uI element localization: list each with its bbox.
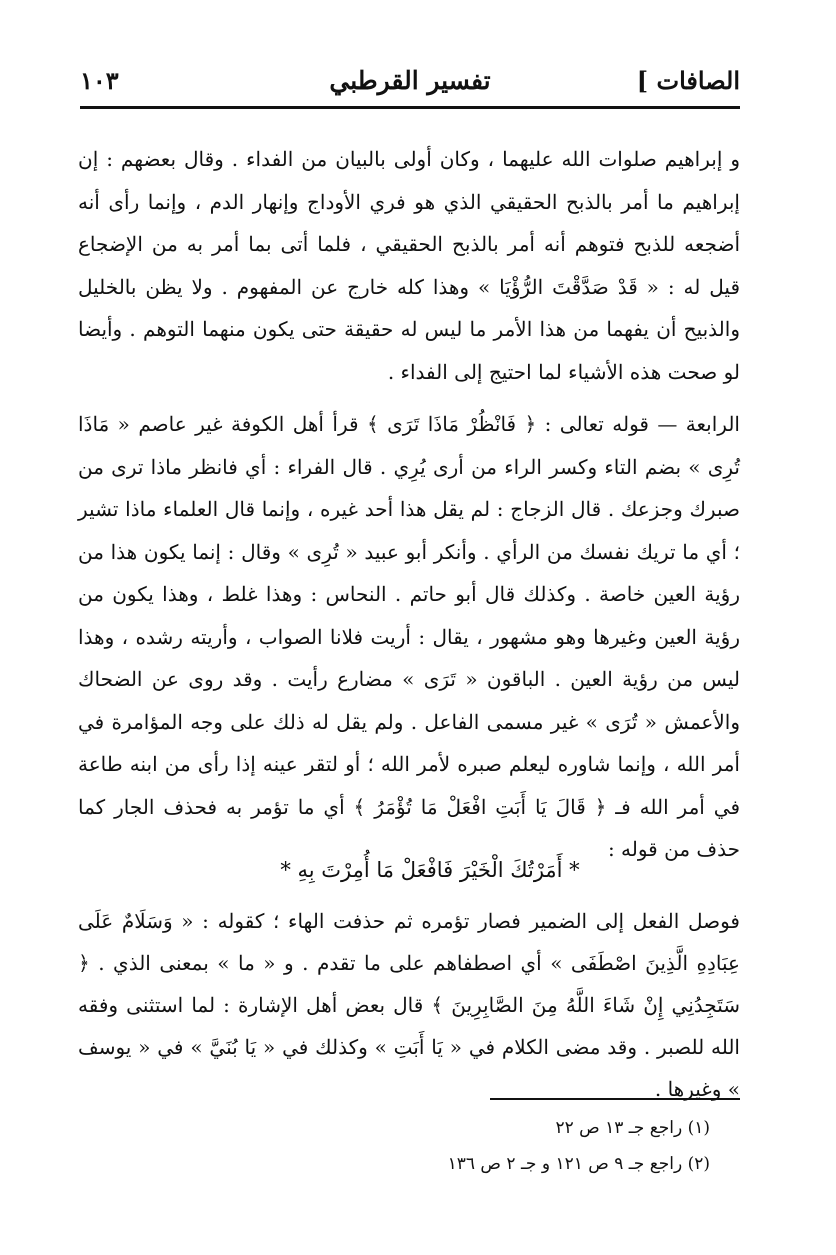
footnote-2: (٢) راجع جـ ٩ ص ١٢١ و جـ ٢ ص ١٣٦ (447, 1154, 710, 1174)
footnotes (380, 1110, 710, 1182)
paragraph-1: و إبراهيم صلوات الله عليهما ، وكان أولى بالبيان من الفداء . وقال بعضهم : إن إبراهيم ما أمر بالذبح الحقيقي الذي هو فري الأوداج وإنهار الدم ، وإنما رأى أنه أضجعه للذبح فتوهم أنه أمر بالذبح الحقيقي ، فلما أتى بما أمر به من الإضجاع قيل له : « قَدْ صَدَّقْتَ الرُّؤْيَا » وهذا كله خارج عن المفهوم . ولا يظن بالخليل والذبيح أن يفهما من هذا الأمر ما ليس له حقيقة حتى يكون منهما التوهم . وأيضا لو صحت هذه الأشياء لما احتيج إلى الفداء . (78, 147, 740, 384)
footnote-divider (490, 1098, 740, 1100)
surah-name: الصافات ] (636, 66, 740, 95)
paragraph-2: الرابعة — قوله تعالى : ﴿ فَانْظُرْ مَاذَا تَرَى ﴾ قرأ أهل الكوفة غير عاصم « مَاذَا تُرِى » بضم التاء وكسر الراء من أرى يُرِي . قال الفراء : أي فانظر ماذا ترى من صبرك وجزعك . قال الزجاج : لم يقل هذا أحد غيره ، وإنما قال العلماء ماذا تشير ؛ أي ما تريك نفسك من الرأي . وأنكر أبو عبيد « تُرِى » وقال : إنما يكون هذا من رؤية العين خاصة . وكذلك قال أبو حاتم . النحاس : وهذا غلط ، وهذا يكون من رؤية العين وغيرها وهو مشهور ، يقال : أريت فلانا الصواب ، وأريته رشده ، وهذا ليس من رؤية العين . الباقون « تَرَى » مضارع رأيت . وقد روى عن الضحاك والأعمش « تُرَى » غير مسمى الفاعل . ولم يقل له ذلك على وجه المؤامرة في أمر الله ، وإنما شاوره ليعلم صبره لأمر الله ؛ أو لتقر عينه إذا رأى من ابنه طاعة في أمر الله فـ ﴿ قَالَ يَا أَبَتِ افْعَلْ مَا تُؤْمَرُ ﴾ أي ما تؤمر به فحذف الجار كما حذف من قوله : (78, 412, 740, 861)
page-header (80, 60, 740, 109)
footnote-1: (١) راجع جـ ١٣ ص ٢٢ (555, 1118, 710, 1138)
page-number: ١٠٣ (80, 66, 119, 95)
main-text-continued (78, 900, 740, 1110)
poetry-verse: * أَمَرْتُكَ الْخَيْرَ فَافْعَلْ مَا أُمِرْتَ بِهِ * (280, 858, 580, 882)
main-text (78, 138, 740, 871)
paragraph-3: فوصل الفعل إلى الضمير فصار تؤمره ثم حذفت الهاء ؛ كقوله : « وَسَلَامٌ عَلَى عِبَادِهِ الَّذِينَ اصْطَفَى » أي اصطفاهم على ما تقدم . و « ما » بمعنى الذي . ﴿ سَتَجِدُنِي إِنْ شَاءَ اللَّهُ مِنَ الصَّابِرِينَ ﴾ قال بعض أهل الإشارة : لما استثنى وفقه الله للصبر . وقد مضى الكلام في « يَا أَبَتِ » وكذلك في « يَا بُنَيَّ » في « يوسف » وغيرها . (78, 909, 740, 1101)
book-title: تفسير القرطبي (329, 66, 491, 95)
